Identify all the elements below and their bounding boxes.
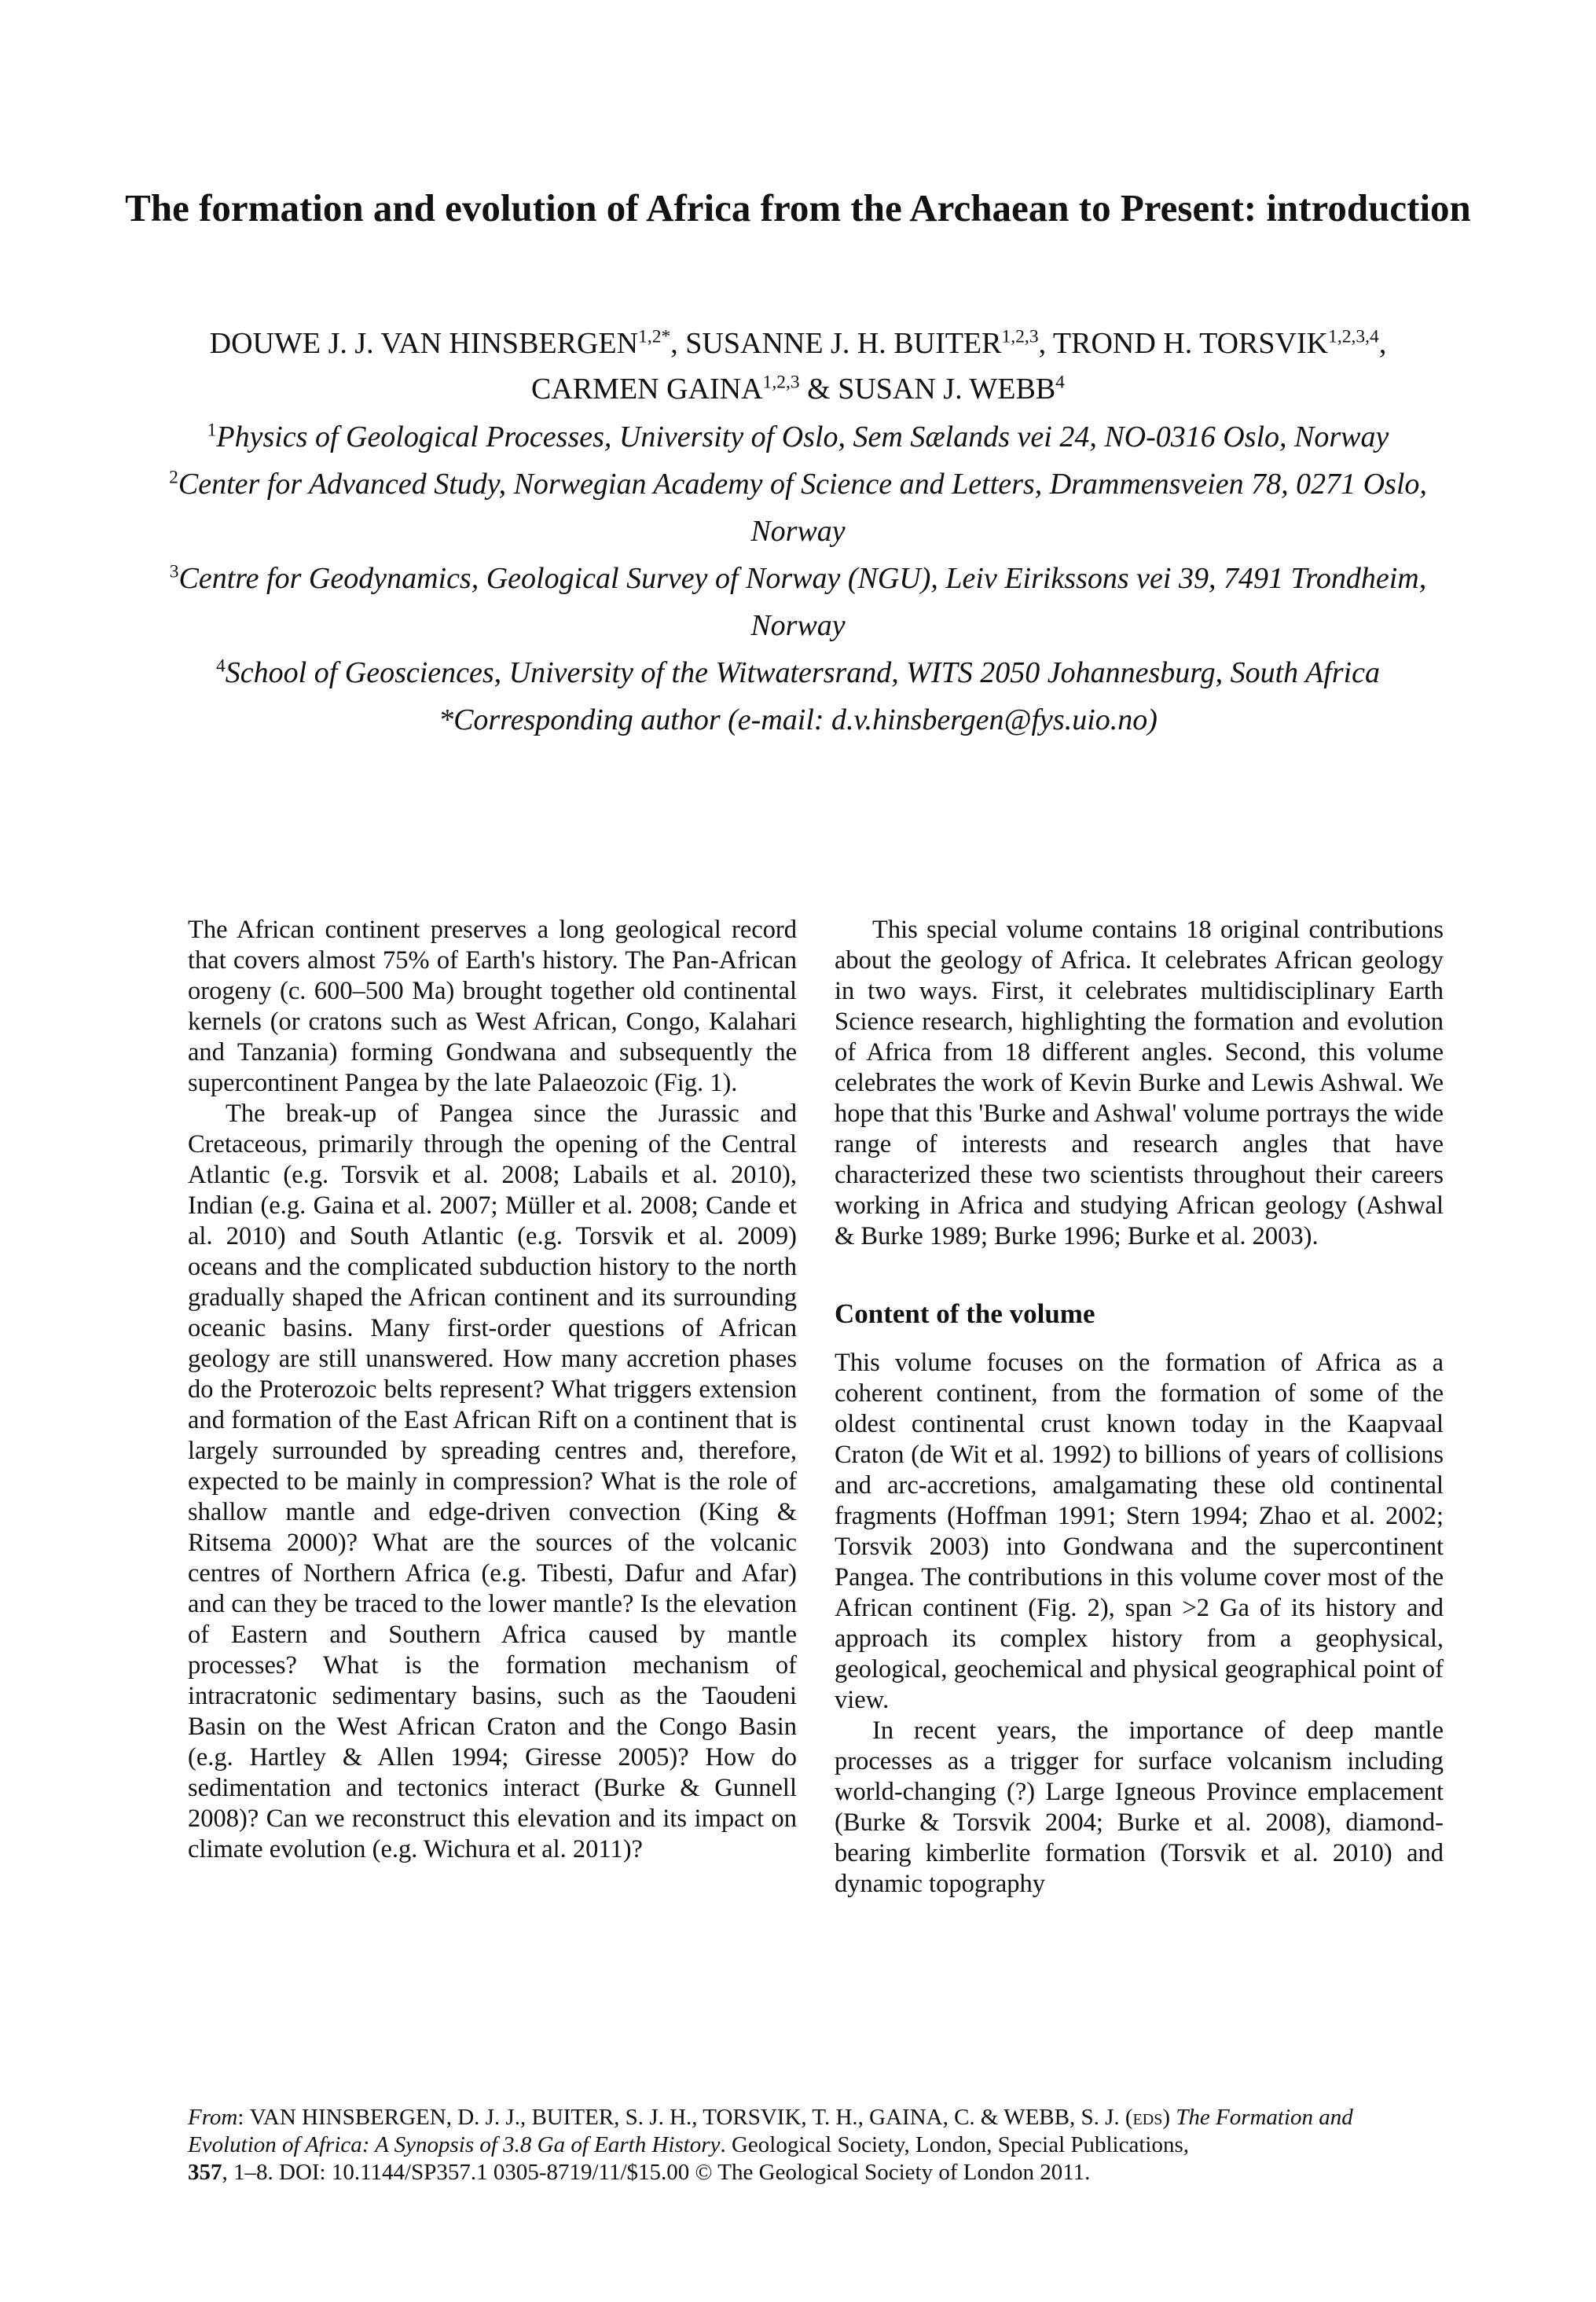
author-name: SUSAN J. WEBB xyxy=(838,373,1056,406)
affiliation-number: 4 xyxy=(216,655,226,677)
author-name: CARMEN GAINA xyxy=(531,373,763,406)
author-separator: , xyxy=(670,327,686,360)
body-paragraph: The African continent preserves a long geological record that covers almost 75% of Earth's history. The Pan-African orogeny (c. 600–500 Ma) brought together old continental kernels (or cratons such as West African, Congo, Kalahari and Tanzania) forming Gondwana and subsequently the supercontinent Pangea by the late Palaeozoic (Fig. 1). xyxy=(188,916,797,1097)
affiliation xyxy=(141,649,1455,696)
author-list xyxy=(196,321,1400,412)
author-separator: & xyxy=(799,373,838,406)
author-affil-marker: 1,2,3 xyxy=(1001,326,1039,347)
author-affil-marker: 4 xyxy=(1055,372,1065,393)
author-name: DOUWE J. J. VAN HINSBERGEN xyxy=(209,327,639,360)
affiliation xyxy=(141,555,1455,649)
author-name: SUSANNE J. H. BUITER xyxy=(685,327,1002,360)
body-paragraph: In recent years, the importance of deep mantle processes as a trigger for surface volcanism including world-changing (?) Large Igneous Province emplacement (Burke & Torsvik 2004; Burke et al. 2008), diamond-bearing kimberlite formation (Torsvik et al. 2010) and dynamic topography xyxy=(835,1716,1444,1898)
affiliation xyxy=(141,461,1455,555)
affiliation-number: 1 xyxy=(207,420,217,441)
author-affil-marker: 1,2,3,4 xyxy=(1328,326,1379,347)
section-heading: Content of the volume xyxy=(835,1298,1095,1329)
author-affil-marker: 1,2,3 xyxy=(762,372,800,393)
footer-colon: : xyxy=(237,2105,250,2130)
author-separator: , xyxy=(1038,327,1053,360)
footer-from-label: From xyxy=(188,2105,238,2130)
footer-pages-doi: , 1–8. DOI: 10.1144/SP357.1 0305-8719/11/$15.00 © The Geological Society of London 2011. xyxy=(222,2160,1091,2185)
citation-footer xyxy=(188,2104,1445,2186)
affiliation-text: Centre for Geodynamics, Geological Survey of Norway (NGU), Leiv Eirikssons vei 39, 7491 Trondheim, Norway xyxy=(178,562,1427,642)
footer-publisher: Geological Society, London, Special Publications, xyxy=(731,2132,1190,2157)
right-column xyxy=(835,915,1444,1900)
body-paragraph: The break-up of Pangea since the Jurassic and Cretaceous, primarily through the opening of the Central Atlantic (e.g. Torsvik et al. 2008; Labails et al. 2010), Indian (e.g. Gaina et al. 2007; Müller et al. 2008; Cande et al. 2010) and South Atlantic (e.g. Torsvik et al. 2009) oceans and the complicated subduction history to the north gradually shaped the African continent and its surrounding oceanic basins. Many first-order questions of African geology are still unanswered. How many accretion phases do the Proterozoic belts represent? What triggers extension and formation of the East African Rift on a continent that is largely surrounded by spreading centres and, therefore, expected to be mainly in compression? What is the role of shallow mantle and edge-driven convection (King & Ritsema 2000)? What are the sources of the volcanic centres of Northern Africa (e.g. Tibesti, Dafur and Afar) and can they be traced to the lower mantle? Is the elevation of Eastern and Southern Africa caused by mantle processes? What is the formation mechanism of intracratonic sedimentary basins, such as the Taoudeni Basin on the West African Craton and the Congo Basin (e.g. Hartley & Allen 1994; Giresse 2005)? How do sedimentation and tectonics interact (Burke & Gunnell 2008)? Can we reconstruct this elevation and its impact on climate evolution (e.g. Wichura et al. 2011)? xyxy=(188,1100,797,1863)
affiliation-number: 3 xyxy=(169,561,179,582)
affiliation-text: Center for Advanced Study, Norwegian Academy of Science and Letters, Drammensveien 78, 0271 Oslo, Norway xyxy=(178,468,1427,548)
footer-volume: 357 xyxy=(188,2160,222,2185)
affiliation-text: Physics of Geological Processes, University of Oslo, Sem Sælands vei 24, NO-0316 Oslo, Norway xyxy=(216,420,1389,453)
affiliation-number: 2 xyxy=(169,467,178,488)
affiliations xyxy=(141,413,1455,743)
affiliation xyxy=(141,413,1455,461)
corresponding-author: *Corresponding author (e-mail: d.v.hinsbergen@fys.uio.no) xyxy=(438,703,1158,736)
author-affil-marker: 1,2* xyxy=(638,326,671,347)
footer-period: . xyxy=(720,2132,732,2157)
article-title: The formation and evolution of Africa from the Archaean to Present: introduction xyxy=(125,186,1471,229)
affiliation-text: School of Geosciences, University of the Witwatersrand, WITS 2050 Johannesburg, South Africa xyxy=(225,656,1380,689)
footer-editors: VAN HINSBERGEN, D. J. J., BUITER, S. J. H., TORSVIK, T. H., GAINA, C. & WEBB, S. J. (eds) xyxy=(249,2105,1170,2130)
body-paragraph: This volume focuses on the formation of Africa as a coherent continent, from the formation of some of the oldest continental crust known today in the Kaapvaal Craton (de Wit et al. 1992) to billions of years of collisions and arc-accretions, amalgamating these old continental fragments (Hoffman 1991; Stern 1994; Zhao et al. 2002; Torsvik 2003) into Gondwana and the supercontinent Pangea. The contributions in this volume cover most of the African continent (Fig. 2), span >2 Ga of its history and approach its complex history from a geophysical, geological, geochemical and physical geographical point of view. xyxy=(835,1349,1444,1714)
author-separator: , xyxy=(1378,327,1387,360)
author-name: TROND H. TORSVIK xyxy=(1052,327,1329,360)
left-column xyxy=(188,915,797,1865)
footer-book-title: The Formation and Evolution of Africa: A Synopsis of 3.8 Ga of Earth History xyxy=(188,2105,1353,2157)
body-paragraph: This special volume contains 18 original contributions about the geology of Africa. It celebrates African geology in two ways. First, it celebrates multidisciplinary Earth Science research, highlighting the formation and evolution of Africa from 18 different angles. Second, this volume celebrates the work of Kevin Burke and Lewis Ashwal. We hope that this 'Burke and Ashwal' volume portrays the wide range of interests and research angles that have characterized these two scientists throughout their careers working in Africa and studying African geology (Ashwal & Burke 1989; Burke 1996; Burke et al. 2003). xyxy=(835,916,1444,1250)
